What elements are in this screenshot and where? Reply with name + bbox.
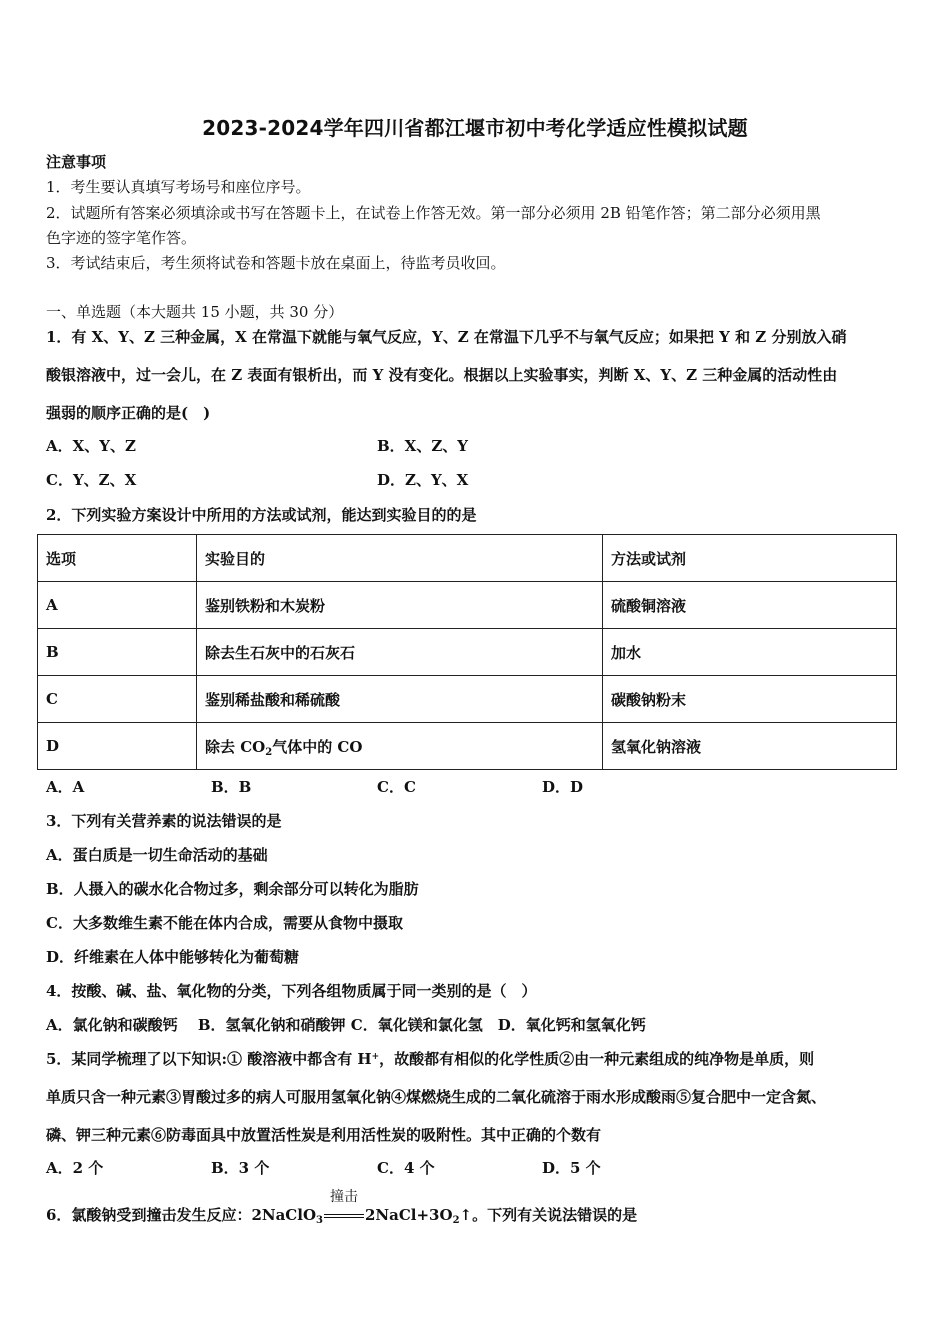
table-cell: [197, 723, 603, 770]
table-cell: 碳酸钠粉末: [603, 676, 897, 723]
table-header-cell: 方法或试剂: [603, 535, 897, 582]
notice-heading: 注意事项: [46, 153, 107, 171]
q5-line-1-post: ，故酸都有相似的化学性质②由一种元素组成的纯净物是单质，则: [379, 1050, 815, 1068]
q1-option-d: D．Z、Y、X: [377, 471, 469, 489]
subscript: 2: [265, 746, 273, 758]
table-header-row: [38, 535, 897, 582]
q2-option-c: C．C: [377, 778, 416, 796]
q6-mid: 2NaCl+3O: [364, 1206, 453, 1224]
table-cell: B: [38, 629, 197, 676]
q2-option-d: D．D: [542, 778, 584, 796]
q1-line-3: 强弱的顺序正确的是( ): [46, 404, 211, 422]
q5-option-b: B．3 个: [211, 1159, 270, 1177]
notice-item-2: 2．试题所有答案必须填涂或书写在答题卡上，在试卷上作答无效。第一部分必须用 2B 铅笔作答；第二部分必须用黑: [46, 204, 821, 222]
q5-line-3: 磷、钾三种元素⑥防毒面具中放置活性炭是利用活性炭的吸附性。其中正确的个数有: [46, 1126, 602, 1144]
q1-option-c: C．Y、Z、X: [46, 471, 137, 489]
q3-option-d: D．纤维素在人体中能够转化为葡萄糖: [46, 948, 300, 966]
q3-option-a: A．蛋白质是一切生命活动的基础: [46, 846, 268, 864]
table-header-cell: 实验目的: [197, 535, 603, 582]
table-cell: A: [38, 582, 197, 629]
table-cell: C: [38, 676, 197, 723]
q6-post: ↑。下列有关说法错误的是: [459, 1206, 638, 1224]
q3-option-c: C．大多数维生素不能在体内合成，需要从食物中摄取: [46, 914, 403, 932]
co2-prefix: 除去 CO: [205, 737, 266, 756]
table-cell: D: [38, 723, 197, 770]
reaction-condition: 撞击: [329, 1189, 358, 1205]
q3-stem: 3．下列有关营养素的说法错误的是: [46, 812, 282, 830]
reaction-arrow: [324, 1189, 364, 1225]
q2-table: [37, 534, 897, 770]
q1-line-2: 酸银溶液中，过一会儿，在 Z 表面有银析出，而 Y 没有变化。根据以上实验事实，判断 X、Y、Z 三种金属的活动性由: [46, 366, 838, 384]
q5-option-d: D．5 个: [542, 1159, 601, 1177]
table-cell: 硫酸铜溶液: [603, 582, 897, 629]
table-row: [38, 676, 897, 723]
q6-pre: 6．氯酸钠受到撞击发生反应：2NaClO: [46, 1206, 317, 1224]
q2-stem: 2．下列实验方案设计中所用的方法或试剂，能达到实验目的的是: [46, 506, 477, 524]
table-row: [38, 629, 897, 676]
notice-item-1: 1．考生要认真填写考场号和座位序号。: [46, 178, 311, 196]
table-cell: 加水: [603, 629, 897, 676]
co2-suffix: 气体中的 CO: [272, 737, 363, 756]
subscript: 3: [316, 1215, 323, 1226]
subscript: 2: [452, 1215, 460, 1226]
table-row: [38, 723, 897, 770]
q5-line-1: [46, 1049, 814, 1069]
table-cell: 氢氧化钠溶液: [603, 723, 897, 770]
table-header-cell: 选项: [38, 535, 197, 582]
section-heading: 一、单选题（本大题共 15 小题，共 30 分）: [46, 303, 344, 321]
page-title: 2023-2024学年四川省都江堰市初中考化学适应性模拟试题: [202, 116, 748, 140]
q5-option-c: C．4 个: [377, 1159, 435, 1177]
q1-option-b: B．X、Z、Y: [377, 437, 468, 455]
table-cell: 鉴别铁粉和木炭粉: [197, 582, 603, 629]
q1-option-a: A．X、Y、Z: [46, 437, 136, 455]
q2-option-b: B．B: [211, 778, 252, 796]
table-row: [38, 582, 897, 629]
notice-item-3: 3．考试结束后，考生须将试卷和答题卡放在桌面上，待监考员收回。: [46, 254, 506, 272]
q4-stem: 4．按酸、碱、盐、氧化物的分类，下列各组物质属于同一类别的是（ ）: [46, 982, 537, 1000]
q5-line-1-pre: 5．某同学梳理了以下知识:① 酸溶液中都含有 H: [46, 1050, 372, 1068]
q1-line-1: 1．有 X、Y、Z 三种金属，X 在常温下就能与氧气反应，Y、Z 在常温下几乎不与氧气反应；如果把 Y 和 Z 分别放入硝: [46, 328, 847, 346]
q6-stem: [46, 1189, 638, 1226]
q5-option-a: A．2 个: [46, 1159, 104, 1177]
table-cell: 除去生石灰中的石灰石: [197, 629, 603, 676]
q2-option-a: A．A: [46, 778, 85, 796]
q3-option-b: B．人摄入的碳水化合物过多，剩余部分可以转化为脂肪: [46, 880, 419, 898]
q4-options: A．氯化钠和碳酸钙 B．氢氧化钠和硝酸钾 C．氧化镁和氯化氢 D．氧化钙和氢氧化钙: [46, 1016, 646, 1034]
table-cell: 鉴别稀盐酸和稀硫酸: [197, 676, 603, 723]
notice-item-2-cont: 色字迹的签字笔作答。: [46, 229, 197, 247]
q5-line-2: 单质只含一种元素③胃酸过多的病人可服用氢氧化钠④煤燃烧生成的二氧化硫溶于雨水形成酸雨⑤复合肥中一定含氮、: [46, 1088, 827, 1106]
superscript: +: [371, 1052, 380, 1062]
